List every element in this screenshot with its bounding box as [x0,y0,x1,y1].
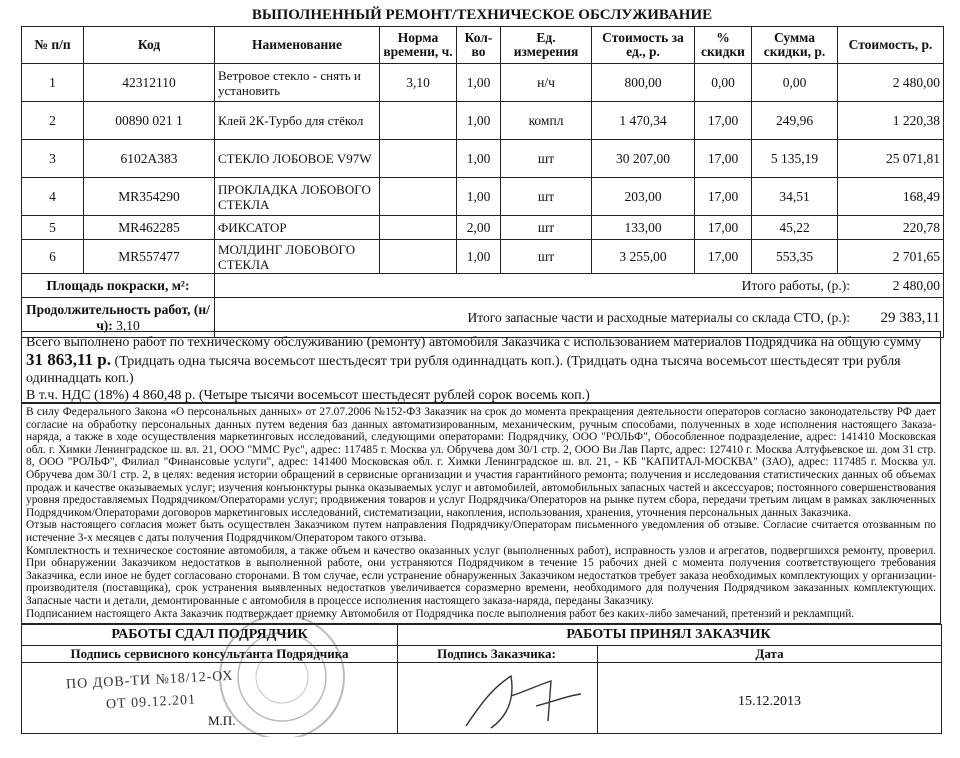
legal-paragraph: Подписанием настоящего Акта Заказчик подтверждает приемку Автомобиля от Подрядчика после выполнения работ без каких-либо замечаний, претензий и реклампций. [26,607,855,620]
cell-price: 1 470,34 [592,102,695,140]
cell-cost: 1 220,38 [838,102,944,140]
duration-label: Продолжительность работ, (н/ч): [26,301,210,333]
table-row [22,216,944,240]
cell-name: МОЛДИНГ ЛОБОВОГО СТЕКЛА [215,240,380,274]
cell-unit: шт [501,178,592,216]
document [21,0,943,734]
col-header: Код [84,27,215,64]
cell-price: 3 255,00 [592,240,695,274]
cell-code: 42312110 [84,64,215,102]
table-row [22,240,944,274]
cell-unit: компл [501,102,592,140]
stamp-line-2: ОТ 09.12.201 [105,692,197,713]
cell-qty: 1,00 [457,240,501,274]
col-header: Наименование [215,27,380,64]
work-table [21,26,944,338]
legal-paragraph: Комплектность и техническое состояние автомобиля, а также объем и качество оказанных услуг (выполненных работ), исправность узлов и агрегатов, подвергшихся ремонту, проверил. При обнаружении Заказчиком недостатков в выполненной работе, они устраняются Подрядчиком в течение 15 рабочих дней с момента получения соответствующего требования Заказчика, если иное не будет согласовано сторонами. В том случае, если устранение обнаруженных Заказчиком недостатков требует заказа необходимых комплектующих у организации-производителя (поставщика), срок устранения выявленных недостатков увеличивается соразмерно времени, необходимого для получения Подрядчиком заказанных комплектующих. Запасные части и детали, демонтированные с автомобиля в процессе исполнения настоящего заказа-наряда, переданы Заказчику. [26,544,936,607]
parts-total-value: 29 383,11 [880,309,940,326]
cell-qty: 1,00 [457,178,501,216]
cell-cost: 25 071,81 [838,140,944,178]
paint-area-row [22,274,944,298]
cell-code: 00890 021 1 [84,102,215,140]
parts-total-label: Итого запасные части и расходные материалы со склада СТО, (р.): [467,309,850,325]
cell-disc-pct: 17,00 [695,216,752,240]
cell-disc-sum: 34,51 [752,178,838,216]
summary-box [21,331,941,403]
cell-num: 3 [22,140,84,178]
cell-cost: 168,49 [838,178,944,216]
company-seal-icon [182,617,392,737]
cell-norm [380,102,457,140]
consultant-sign-label: Подпись сервисного консультанта Подрядчика [22,646,397,663]
cell-code: MR462285 [84,216,215,240]
legal-paragraph: Отзыв настоящего согласия может быть осуществлен Заказчиком путем направления Подрядчику/Операторам письменного уведомления об отзыве. Согласие считается отозванным по истечение 3-х месяцев с даты получения Подрядчиком/Оператором такого отзыва. [26,519,936,544]
cell-code: MR354290 [84,178,215,216]
date-value: 15.12.2013 [738,694,801,709]
customer-sign-cell [396,646,598,734]
cell-price: 203,00 [592,178,695,216]
date-cell [598,646,941,734]
cell-norm [380,240,457,274]
cell-name: ФИКСАТОР [215,216,380,240]
summary-text: Всего выполнено работ по техническому обслуживанию (ремонту) автомобиля Заказчика с использованием материалов Подрядчика на общую сумму [26,335,922,350]
cell-unit: шт [501,240,592,274]
cell-cost: 220,78 [838,216,944,240]
paint-area-label: Площадь покраски, м²: [22,274,215,298]
vat-text: В т.ч. НДС (18%) 4 860,48 р. (Четыре тысячи восемьсот шестьдесят рублей сорок восемь коп.) [26,388,590,403]
cell-num: 1 [22,64,84,102]
cell-disc-sum: 249,96 [752,102,838,140]
cell-disc-pct: 0,00 [695,64,752,102]
cell-qty: 2,00 [457,216,501,240]
cell-disc-pct: 17,00 [695,240,752,274]
legal-text [21,403,941,624]
cell-num: 2 [22,102,84,140]
document-title: ВЫПОЛНЕННЫЙ РЕМОНТ/ТЕХНИЧЕСКОЕ ОБСЛУЖИВАНИЕ [251,7,713,23]
table-row [22,178,944,216]
cell-code: MR557477 [84,240,215,274]
cell-qty: 1,00 [457,64,501,102]
col-header: Стоимость за ед., р. [592,27,695,64]
cell-unit: н/ч [501,64,592,102]
cell-norm [380,178,457,216]
signature-section [21,624,943,734]
cell-price: 800,00 [592,64,695,102]
cell-qty: 1,00 [457,140,501,178]
cell-name: ПРОКЛАДКА ЛОБОВОГО СТЕКЛА [215,178,380,216]
col-header: Норма времени, ч. [380,27,457,64]
cell-disc-sum: 5 135,19 [752,140,838,178]
col-header: Сумма скидки, р. [752,27,838,64]
customer-sign-row [396,646,941,734]
duration-value: 3,10 [116,317,140,333]
table-header-row [22,27,944,64]
cell-disc-sum: 553,35 [752,240,838,274]
mp-label: М.П. [208,713,236,728]
cell-disc-pct: 17,00 [695,140,752,178]
customer-signature-box [396,624,942,734]
customer-header: РАБОТЫ ПРИНЯЛ ЗАКАЗЧИК [396,625,941,646]
work-total-label: Итого работы, (р.): [741,278,850,293]
contractor-header: РАБОТЫ СДАЛ ПОДРЯДЧИК [22,625,397,646]
summary-words: (Тридцать одна тысяча восемьсот шестьдесят три рубля одиннадцать коп.). (Тридцать одна тысяча восемьсот шестьдесят три рубля одиннадцать коп.) [26,354,901,386]
work-total-value: 2 480,00 [892,278,940,293]
cell-code: 6102A383 [84,140,215,178]
contractor-signature-box [21,624,398,734]
cell-cost: 2 701,65 [838,240,944,274]
col-header: Кол-во [457,27,501,64]
cell-qty: 1,00 [457,102,501,140]
cell-disc-sum: 0,00 [752,64,838,102]
cell-norm: 3,10 [380,64,457,102]
stamp-line-1: ПО ДОВ-ТИ №18/12-ОХ [65,668,234,693]
cell-disc-sum: 45,22 [752,216,838,240]
col-header: № п/п [22,27,84,64]
work-total [215,274,944,298]
legal-paragraph: В силу Федерального Закона «О персональных данных» от 27.07.2006 №152-ФЗ Заказчик на срок до момента прекращения деятельности операторов согласно законодательству РФ дает согласие на обработку персональных данных путем ведения баз данных автоматизированным, механическим, ручным способами, полученных в ходе исполнения настоящего Заказа-наряда, а также в ходе осуществления маркетинговых исследований, следующими операторами: Подрядчику, ООО "РОЛЬФ", Обособленное подразделение, адрес: 141410 Московская обл. г. Химки Ленинградское ш. вл. 21, ООО "ММС Рус", адрес: 117485 г. Москва ул. Обручева дом 30/1 стр. 2, ООО Ви Лав Партс, адрес: 127410 г. Москва Алтуфьевское ш. дом 31 стр. 8, ООО "РОЛЬФ", Филиал "Финансовые услуги", адрес: 141400 Московская обл. г. Химки Ленинградское ш. вл. 21, - КБ "КАПИТАЛ-МОСКВА" (ЗАО), адрес: 117485 г. Москва ул. Обручева дом 30/1 стр. 2, в целях: ведения истории обращений в сервисные организации и участия гарантийного ремонта; получения и исследования статистических данных об объемах продаж и качестве оказываемых услуг; изучения конъюнктуры рынка оказываемых услуг и автомобилей, автомобильных запасных частей и аксессуаров; постоянного совершенствования уровня предоставляемых Подрядчиком/Операторами услуг; продвижения товаров и услуг Подрядчика/Операторов на рынке путем сбора, передачи третьим лицам в рамках заключенных Подрядчиком/Операторами договоров маркетинговых исследований, систематизации, накопления, использования, хранения, уточнения персональных данных Заказчика. [26,406,936,519]
cell-norm [380,216,457,240]
cell-name: Клей 2К-Турбо для стёкол [215,102,380,140]
summary-amount: 31 863,11 р. [26,350,112,369]
cell-disc-pct: 17,00 [695,178,752,216]
cell-name: СТЕКЛО ЛОБОВОЕ V97W [215,140,380,178]
table-row [22,140,944,178]
col-header: Ед. измерения [501,27,592,64]
col-header: Стоимость, р. [838,27,944,64]
cell-num: 6 [22,240,84,274]
cell-unit: шт [501,216,592,240]
table-row [22,64,944,102]
customer-sign-label: Подпись Заказчика: [396,646,597,663]
cell-price: 133,00 [592,216,695,240]
date-label: Дата [598,646,941,663]
cell-name: Ветровое стекло - снять и установить [215,64,380,102]
cell-num: 5 [22,216,84,240]
cell-price: 30 207,00 [592,140,695,178]
cell-norm [380,140,457,178]
table-row [22,102,944,140]
cell-cost: 2 480,00 [838,64,944,102]
cell-unit: шт [501,140,592,178]
col-header: % скидки [695,27,752,64]
cell-num: 4 [22,178,84,216]
cell-disc-pct: 17,00 [695,102,752,140]
signature-icon [456,666,586,736]
